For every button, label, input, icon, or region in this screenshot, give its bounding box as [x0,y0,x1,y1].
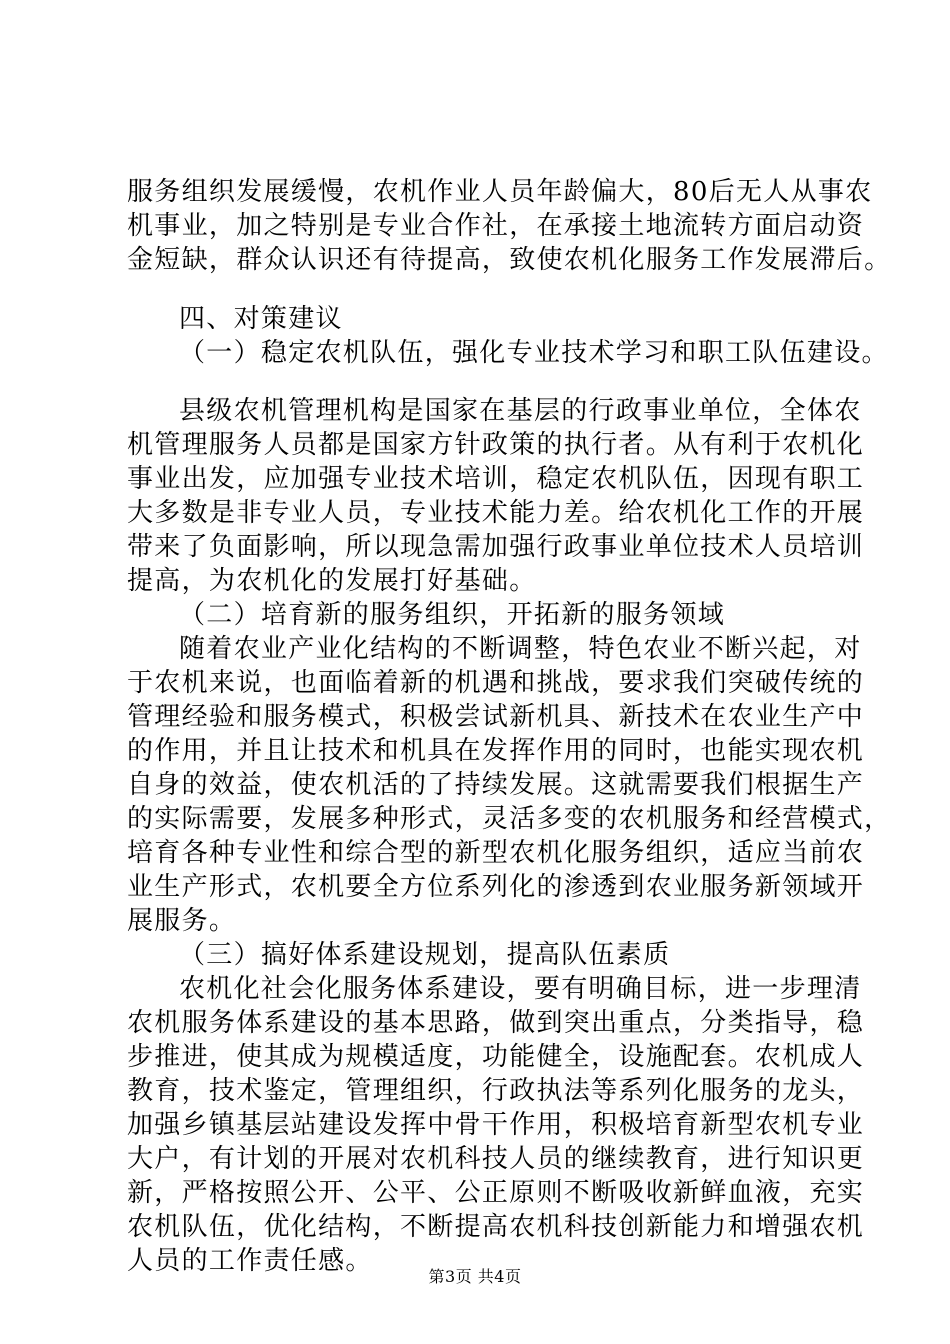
text-line: 农机化社会化服务体系建设，要有明确目标，进一步理清 [179,974,862,1004]
page-number-footer: 第3页 共4页 [428,1267,522,1286]
subsection-heading: （一）稳定农机队伍，强化专业技术学习和职工队伍建设。 [179,338,889,368]
text-line: 于农机来说，也面临着新的机遇和挑战，要求我们突破传统的 [127,668,865,698]
text-line: 自身的效益，使农机活的了持续发展。这就需要我们根据生产 [127,770,865,800]
text-line: 金短缺，群众认识还有待提高，致使农机化服务工作发展滞后。 [127,245,892,275]
text-line: 的作用，并且让技术和机具在发挥作用的同时，也能实现农机 [127,736,865,766]
text-line: 管理经验和服务模式，积极尝试新机具、新技术在农业生产中 [127,702,865,732]
subsection-heading: （三）搞好体系建设规划，提高队伍素质 [179,940,671,970]
text-line: 提高，为农机化的发展打好基础。 [127,566,537,596]
text-line: 的实际需要，发展多种形式，灵活多变的农机服务和经营模式， [127,804,892,834]
text-line: 县级农机管理机构是国家在基层的行政事业单位，全体农 [179,396,862,426]
text-line: 步推进，使其成为规模适度，功能健全，设施配套。农机成人 [127,1042,865,1072]
text-line: 培育各种专业性和综合型的新型农机化服务组织，适应当前农 [127,838,865,868]
text-line: 服务组织发展缓慢，农机作业人员年龄偏大，80后无人从事农 [127,177,873,207]
text-line: 农机服务体系建设的基本思路，做到突出重点，分类指导，稳 [127,1008,865,1038]
text-line: 随着农业产业化结构的不断调整，特色农业不断兴起，对 [179,634,862,664]
text-line: 农机队伍，优化结构，不断提高农机科技创新能力和增强农机 [127,1212,865,1242]
subsection-heading: （二）培育新的服务组织，开拓新的服务领域 [179,600,726,630]
text-line: 展服务。 [127,906,237,936]
text-line: 机管理服务人员都是国家方针政策的执行者。从有利于农机化 [127,430,865,460]
text-line: 人员的工作责任感。 [127,1246,373,1276]
text-line: 机事业，加之特别是专业合作社，在承接土地流转方面启动资 [127,211,865,241]
text-line: 加强乡镇基层站建设发挥中骨干作用，积极培育新型农机专业 [127,1110,865,1140]
text-line: 大多数是非专业人员，专业技术能力差。给农机化工作的开展 [127,498,865,528]
text-line: 大户，有计划的开展对农机科技人员的继续教育，进行知识更 [127,1144,865,1174]
text-line: 事业出发，应加强专业技术培训，稳定农机队伍，因现有职工 [127,464,865,494]
text-line: 带来了负面影响，所以现急需加强行政事业单位技术人员培训 [127,532,865,562]
text-line: 教育，技术鉴定，管理组织，行政执法等系列化服务的龙头， [127,1076,865,1106]
text-line: 业生产形式，农机要全方位系列化的渗透到农业服务新领域开 [127,872,865,902]
text-line: 新，严格按照公开、公平、公正原则不断吸收新鲜血液，充实 [127,1178,865,1208]
section-heading: 四、对策建议 [179,304,343,334]
